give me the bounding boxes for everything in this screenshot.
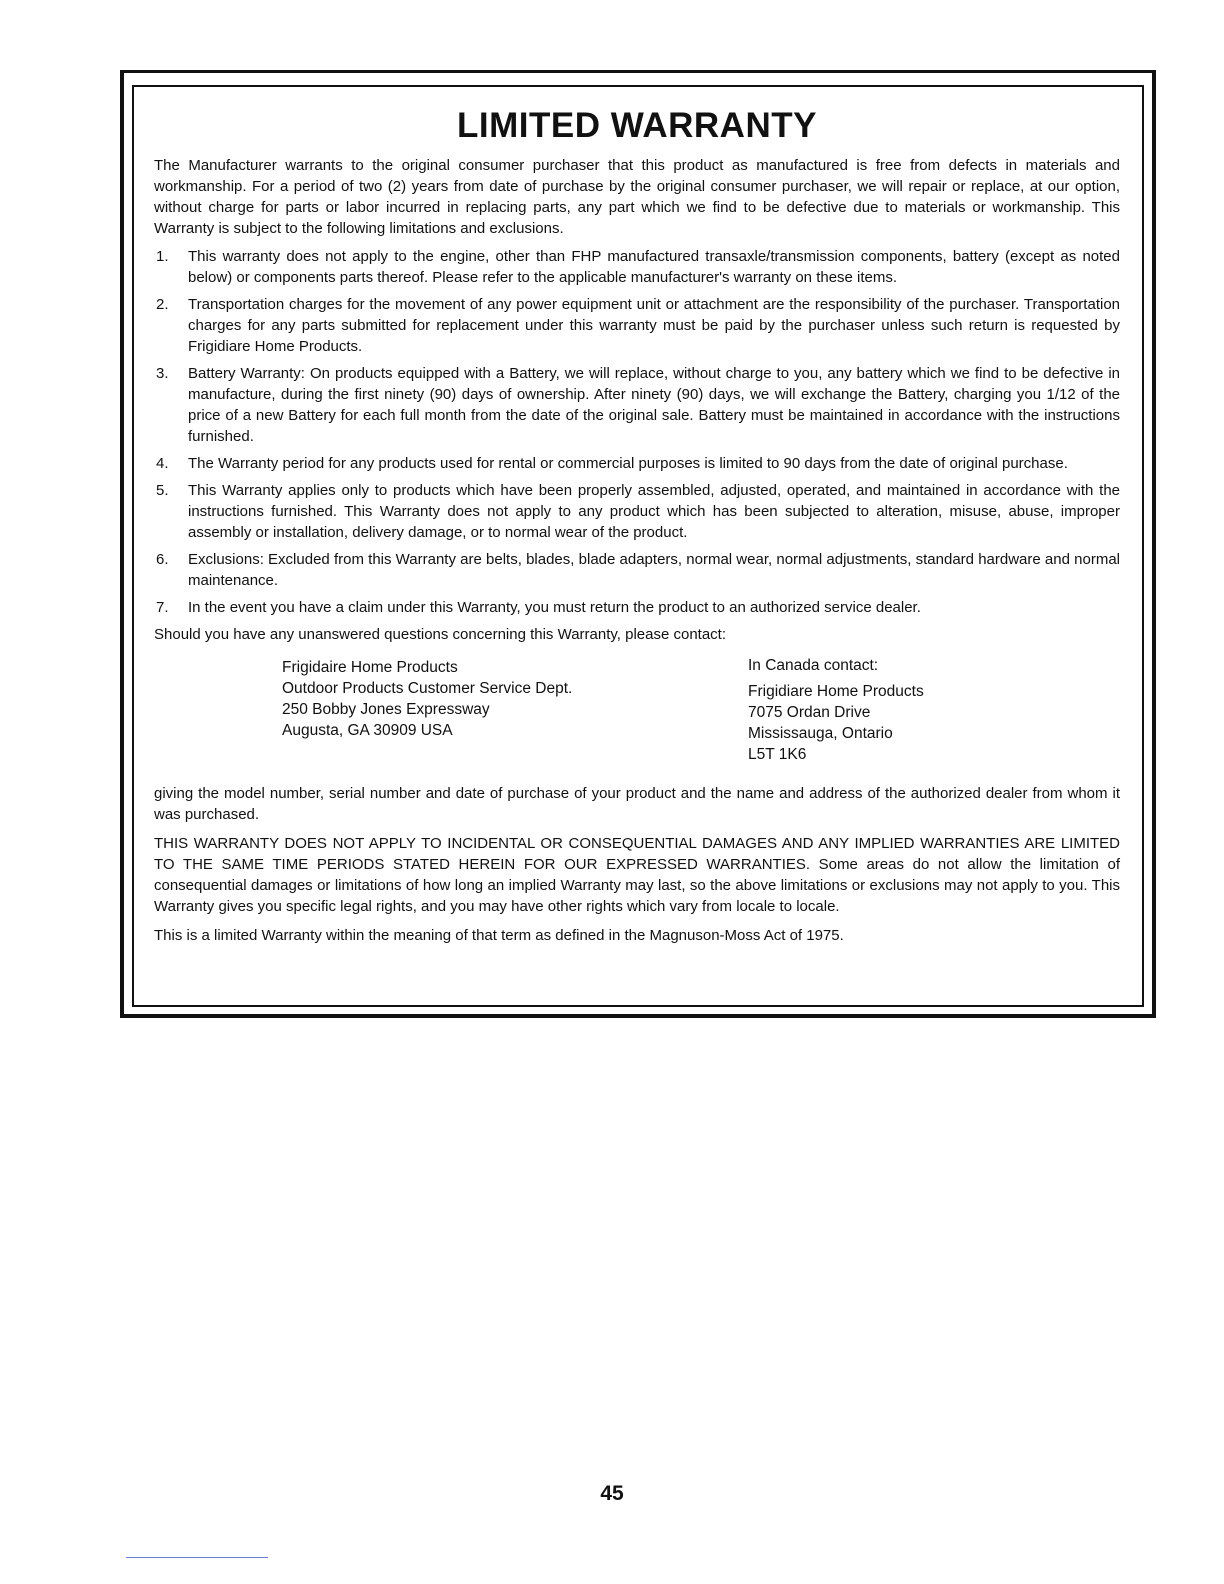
list-item-number: 6. — [156, 551, 169, 568]
list-item-text: Transportation charges for the movement of any power equipment unit or attachment are the responsibility of the purchaser. Transportation charges for any parts submitted for replacement under this warranty must be paid by the purchaser unless such return is requested by Frigidiare Home Products. — [188, 296, 1120, 355]
list-item-text: Battery Warranty: On products equipped with a Battery, we will replace, without charge to you, any battery which we find to be defective in manufacture, during the first ninety (90) days of ownership. After ninety (90) days, we will exchange the Battery, charging you 1/12 of the price of a new Battery for each full month from the date of the original sale. Battery must be maintained in accordance with the instructions furnished. — [188, 365, 1120, 445]
list-item-text: This Warranty applies only to products which have been properly assembled, adjusted, operated, and maintained in accordance with the instructions furnished. This Warranty does not apply to any product which has been subjected to alteration, misuse, abuse, improper assembly or installation, delivery damage, or to normal wear of the product. — [188, 482, 1120, 541]
warranty-box — [120, 70, 1156, 1018]
page-number: 45 — [600, 1482, 624, 1505]
us-address-line: Frigidaire Home Products — [282, 659, 458, 676]
canada-address — [748, 655, 924, 765]
limitations-list — [154, 246, 1120, 618]
list-item-text: This warranty does not apply to the engine, other than FHP manufactured transaxle/transmission components, battery (except as noted below) or components parts thereof. Please refer to the applicable manufacturer's warranty on these items. — [188, 248, 1120, 286]
list-item — [154, 480, 1120, 543]
list-item-number: 4. — [156, 455, 169, 472]
list-item — [154, 549, 1120, 591]
canada-address-line: Mississauga, Ontario — [748, 725, 893, 742]
warranty-disclaimer: THIS WARRANTY DOES NOT APPLY TO INCIDENTAL OR CONSEQUENTIAL DAMAGES AND ANY IMPLIED WARRANTIES ARE LIMITED TO THE SAME TIME PERIODS STATED HEREIN FOR OUR EXPRESSED WARRANTIES. Some areas do not allow the limitation of consequential damages or limitations of how long an implied Warranty may last, so the above limitations or exclusions may not apply to you. This Warranty gives you specific legal rights, and you may have other rights which vary from locale to locale. — [154, 835, 1120, 915]
list-item-number: 1. — [156, 248, 169, 265]
canada-address-line: L5T 1K6 — [748, 746, 807, 763]
contact-intro: Should you have any unanswered questions concerning this Warranty, please contact: — [154, 626, 727, 643]
us-address-line: Outdoor Products Customer Service Dept. — [282, 680, 573, 697]
warranty-inner-frame — [132, 85, 1144, 1007]
giving-instructions: giving the model number, serial number and date of purchase of your product and the name and address of the authorized dealer from whom it was purchased. — [154, 785, 1120, 823]
us-address-line: Augusta, GA 30909 USA — [282, 722, 453, 739]
list-item-number: 2. — [156, 296, 169, 313]
warranty-title: LIMITED WARRANTY — [457, 106, 817, 145]
list-item — [154, 246, 1120, 288]
list-item — [154, 453, 1120, 474]
us-address — [282, 657, 572, 741]
list-item — [154, 597, 1120, 618]
warranty-intro: The Manufacturer warrants to the original consumer purchaser that this product as manufactured is free from defects in materials and workmanship. For a period of two (2) years from date of purchase by the original consumer purchaser, we will repair or replace, at our option, without charge for parts or labor incurred in replacing parts, any part which we find to be defective due to materials or workmanship. This Warranty is subject to the following limitations and exclusions. — [154, 157, 1120, 237]
canada-contact-label: In Canada contact: — [748, 657, 879, 674]
list-item-number: 7. — [156, 599, 169, 616]
list-item-text: Exclusions: Excluded from this Warranty are belts, blades, blade adapters, normal wear, normal adjustments, standard hardware and normal maintenance. — [188, 551, 1120, 589]
list-item-text: The Warranty period for any products used for rental or commercial purposes is limited to 90 days from the date of original purchase. — [188, 455, 1068, 472]
bottom-rule — [126, 1557, 268, 1558]
magnuson-moss-note: This is a limited Warranty within the meaning of that term as defined in the Magnuson-Moss Act of 1975. — [154, 927, 844, 944]
addresses — [154, 655, 1120, 783]
list-item-text: In the event you have a claim under this Warranty, you must return the product to an authorized service dealer. — [188, 599, 921, 616]
canada-address-line: 7075 Ordan Drive — [748, 704, 871, 721]
list-item — [154, 294, 1120, 357]
list-item-number: 5. — [156, 482, 169, 499]
canada-address-line: Frigidiare Home Products — [748, 683, 924, 700]
list-item-number: 3. — [156, 365, 169, 382]
list-item — [154, 363, 1120, 447]
us-address-line: 250 Bobby Jones Expressway — [282, 701, 490, 718]
